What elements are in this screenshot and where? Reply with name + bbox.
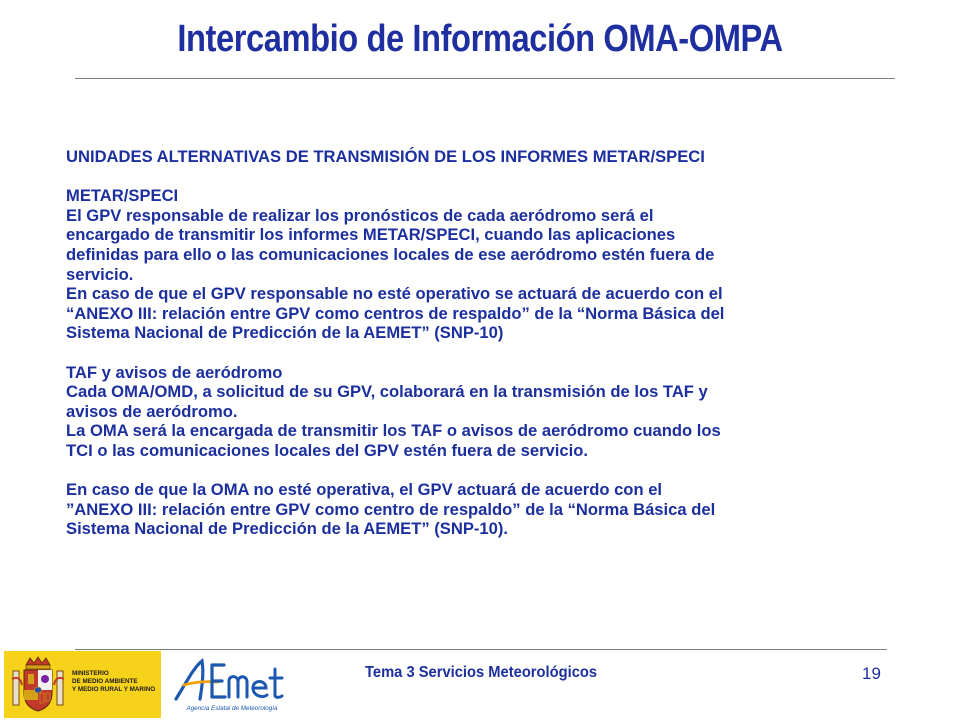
body-line: En caso de que la OMA no esté operativa, el GPV actuará de acuerdo con el: [66, 480, 663, 500]
body-line: definidas para ello o las comunicaciones locales de ese aeródromo estén fuera de: [66, 244, 715, 264]
body-line: Sistema Nacional de Predicción de la AEMET” (SNP-10): [66, 323, 504, 343]
coat-of-arms-icon: [10, 655, 66, 715]
section-title-metar: METAR/SPECI: [66, 186, 179, 206]
body-line: En caso de que el GPV responsable no esté operativo se actuará de acuerdo con el: [66, 284, 723, 304]
body-line: “ANEXO III: relación entre GPV como centros de respaldo” de la “Norma Básica del: [66, 303, 725, 323]
body-line: TCI o las comunicaciones locales del GPV estén fuera de servicio.: [66, 440, 588, 460]
aemet-logo: [172, 655, 288, 717]
ministerio-text: [72, 670, 155, 694]
body-line: Cada OMA/OMD, a solicitud de su GPV, colaborará en la transmisión de los TAF y: [66, 382, 708, 402]
aemet-wordmark-icon: [172, 655, 288, 705]
body-heading: UNIDADES ALTERNATIVAS DE TRANSMISIÓN DE LOS INFORMES METAR/SPECI: [66, 147, 705, 166]
spacer: [66, 461, 921, 481]
body-line: ”ANEXO III: relación entre GPV como centro de respaldo” de la “Norma Básica del: [66, 499, 716, 519]
body-line: La OMA será la encargada de transmitir los TAF o avisos de aeródromo cuando los: [66, 421, 721, 441]
ministerio-line: DE MEDIO AMBIENTE: [72, 678, 138, 685]
slide-title: Intercambio de Información OMA-OMPA: [177, 18, 783, 60]
spacer: [66, 167, 921, 187]
body-line: El GPV responsable de realizar los pronósticos de cada aeródromo será el: [66, 205, 654, 225]
body-line: encargado de transmitir los informes METAR/SPECI, cuando las aplicaciones: [66, 225, 676, 245]
ministerio-line: Y MEDIO RURAL Y MARINO: [72, 686, 156, 693]
slide-body: [66, 147, 921, 539]
spacer: [66, 343, 921, 363]
body-line: Sistema Nacional de Predicción de la AEMET” (SNP-10).: [66, 519, 509, 539]
bottom-divider: [75, 649, 887, 650]
top-divider: [75, 78, 895, 79]
section-title-taf: TAF y avisos de aeródromo: [66, 362, 283, 382]
aemet-subtitle: Agencia Estatal de Meteorología: [186, 705, 278, 712]
footer-course-title: Tema 3 Servicios Meteorológicos: [365, 664, 598, 681]
body-line: avisos de aeródromo.: [66, 401, 238, 421]
page-number: 19: [862, 664, 881, 683]
body-line: servicio.: [66, 264, 134, 284]
ministerio-line: MINISTERIO: [72, 670, 109, 677]
ministerio-logo: [4, 651, 161, 718]
